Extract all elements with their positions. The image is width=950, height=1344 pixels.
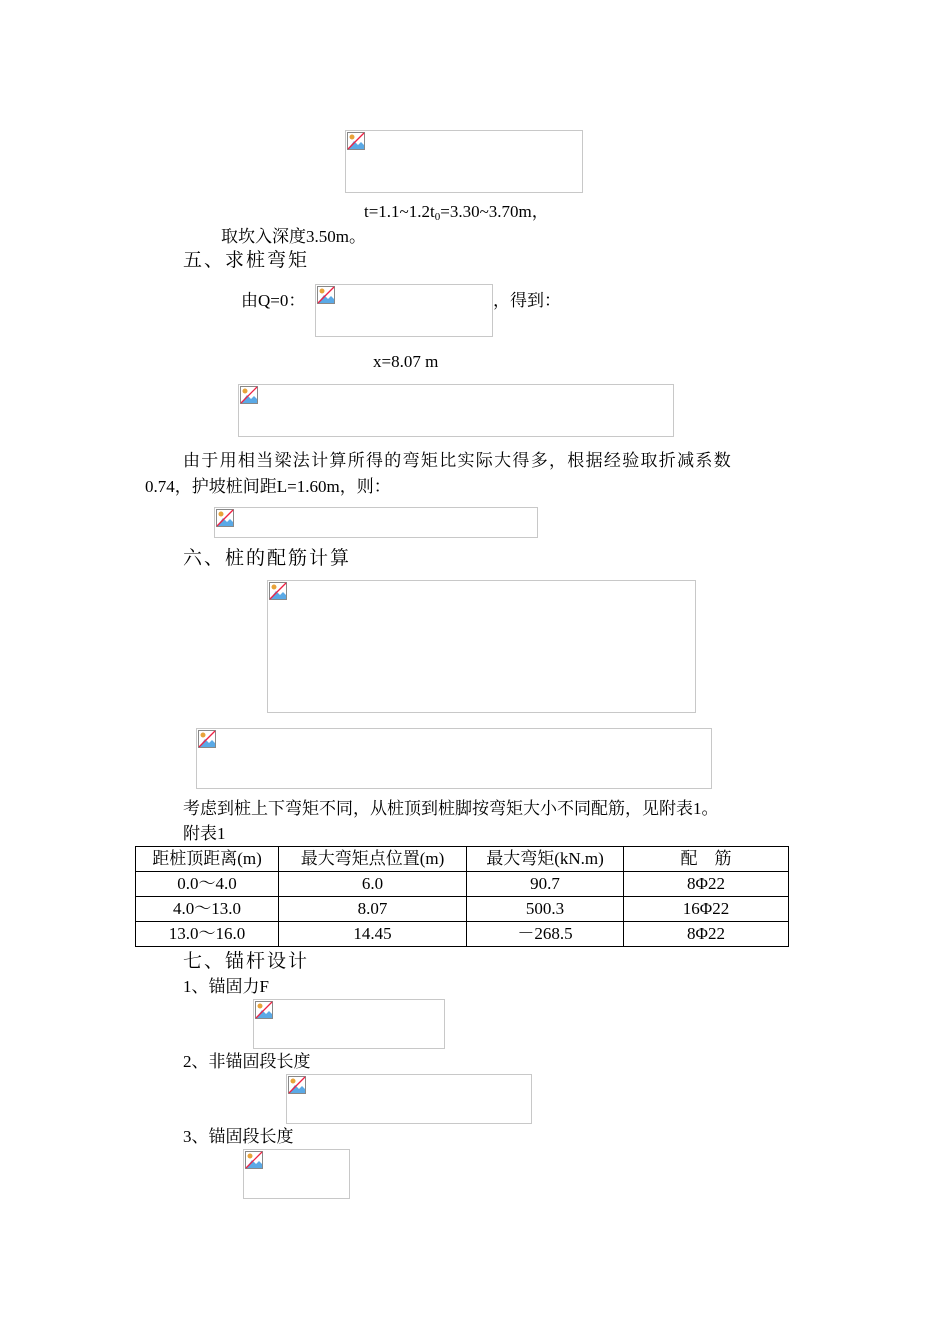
table-cell: 14.45: [279, 922, 467, 947]
broken-image-icon: [269, 582, 287, 600]
table-caption: 附表1: [183, 824, 226, 843]
reinforcement-note: 考虑到桩上下弯矩不同，从桩顶到桩脚按弯矩大小不同配筋，见附表1。: [183, 799, 719, 818]
anchor-force-item: 1、锚固力F: [183, 977, 269, 996]
section6-title: 六、桩的配筋计算: [183, 548, 352, 569]
formula-image-8: [286, 1074, 532, 1124]
broken-image-icon: [317, 286, 335, 304]
x-value: x=8.07 m: [373, 352, 439, 371]
table-cell: 8Φ22: [624, 922, 789, 947]
bond-length-item: 3、锚固段长度: [183, 1127, 294, 1146]
table-header-cell: 最大弯矩点位置(m): [279, 847, 467, 872]
table-row: [136, 872, 789, 897]
table-cell: 16Φ22: [624, 897, 789, 922]
table-header-row: [136, 847, 789, 872]
broken-image-icon: [245, 1151, 263, 1169]
table-header-cell: 距桩顶距离(m): [136, 847, 279, 872]
table-header-cell: 最大弯矩(kN.m): [467, 847, 624, 872]
table-row: [136, 897, 789, 922]
table-cell: 500.3: [467, 897, 624, 922]
t-range-line: $t=1.1\sim 1.2t_0=3.30\sim 3.70m$，: [364, 202, 549, 223]
section7-title: 七、锚杆设计: [183, 951, 310, 972]
section5-title: 五、求桩弯矩: [183, 250, 310, 271]
table-cell: 90.7: [467, 872, 624, 897]
broken-image-icon: [288, 1076, 306, 1094]
table-header-cell: 配 筋: [624, 847, 789, 872]
table-row: [136, 922, 789, 947]
q-equation-suffix: ，得到：: [493, 291, 561, 310]
formula-image-3: [238, 384, 674, 437]
reinforcement-table: [135, 846, 789, 947]
broken-image-icon: [216, 509, 234, 527]
depth-line: 取坎入深度3.50m。: [221, 227, 366, 246]
table-cell: 4.0～13.0: [136, 897, 279, 922]
formula-image-2: [315, 284, 493, 337]
broken-image-icon: [255, 1001, 273, 1019]
formula-image-9: [243, 1149, 350, 1199]
table-cell: 13.0～16.0: [136, 922, 279, 947]
broken-image-icon: [240, 386, 258, 404]
broken-image-icon: [198, 730, 216, 748]
formula-image-5: [267, 580, 696, 713]
formula-image-6: [196, 728, 712, 789]
table-cell: 6.0: [279, 872, 467, 897]
formula-image-7: [253, 999, 445, 1049]
table-cell: 8Φ22: [624, 872, 789, 897]
table-cell: －268.5: [467, 922, 624, 947]
section5-paragraph-line2: 0.74，护坡桩间距L=1.60m，则：: [145, 477, 391, 496]
table-cell: 0.0～4.0: [136, 872, 279, 897]
formula-image-1: [345, 130, 583, 193]
formula-image-4: [214, 507, 538, 538]
section5-paragraph-line1: 由于用相当梁法计算所得的弯矩比实际大得多，根据经验取折减系数: [183, 451, 732, 470]
broken-image-icon: [347, 132, 365, 150]
table-cell: 8.07: [279, 897, 467, 922]
free-length-item: 2、非锚固段长度: [183, 1052, 311, 1071]
q-equation-prefix: 由Q=0：: [241, 291, 306, 310]
